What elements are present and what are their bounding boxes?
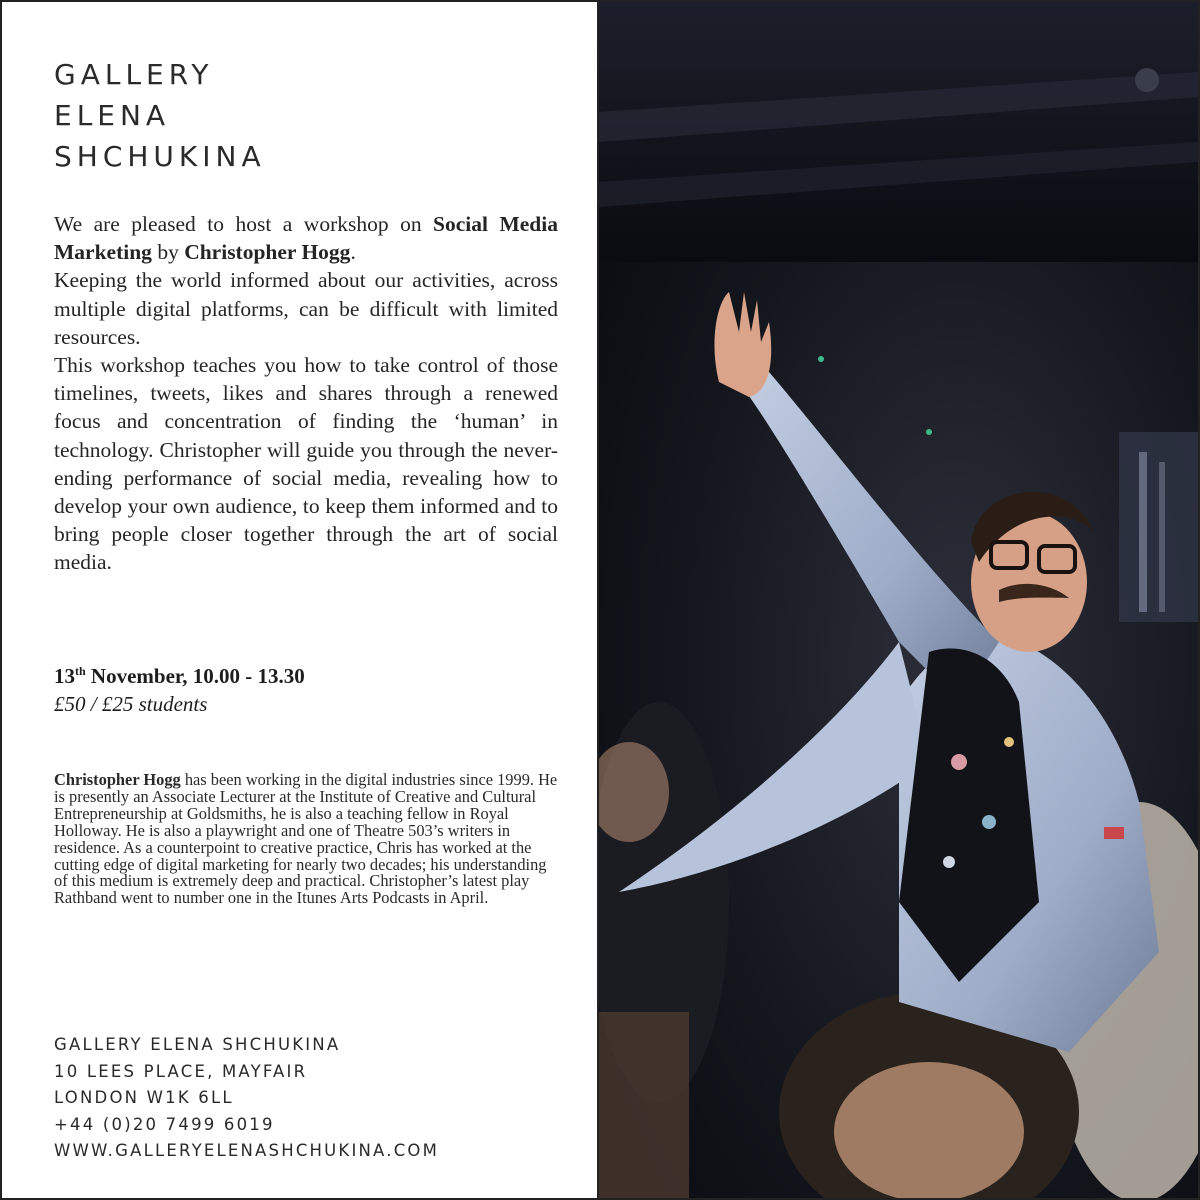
event-date-rest: November, 10.00 - 13.30	[85, 664, 305, 688]
event-day-suffix: th	[75, 664, 86, 678]
intro-paragraph-1	[54, 210, 558, 266]
speaker-bio	[54, 772, 564, 907]
event-date	[54, 662, 534, 690]
gallery-logo	[54, 54, 266, 177]
photo-illustration	[599, 2, 1198, 1198]
website-link[interactable]: WWW.GALLERYELENASHCHUKINA.COM	[54, 1141, 440, 1160]
logo-line-2: ELENA	[54, 99, 171, 132]
event-day: 13	[54, 664, 75, 688]
workshop-topic: Social Media Marketing	[54, 212, 558, 265]
address-line-2: 10 LEES PLACE, MAYFAIR	[54, 1061, 308, 1081]
intro-paragraph-3: This workshop teaches you how to take control of those timelines, tweets, likes and shares through a renewed focus and concentration of finding the ‘human’ in technology. Christopher will guide you through the never-ending performance of social media, revealing how to develop your own audience, to keep them informed and to bring people closer together through the art of social media.	[54, 353, 558, 575]
bio-text: has been working in the digital industries since 1999. He is presently an Associate Lecturer at the Institute of Creative and Cultural Entrepreneurship at Goldsmiths, he is also a teaching fellow in Royal Holloway. He is also a playwright and one of Theatre 503’s writers in residence. As a counterpoint to creative practice, Chris has worked at the cutting edge of digital marketing for nearly two decades; his understanding of this medium is extremely deep and practical. Christopher’s latest play Rathband went to number one in the Itunes Arts Podcasts in April.	[54, 770, 558, 908]
phone-number: +44 (0)20 7499 6019	[54, 1114, 275, 1134]
raised-hand-shape	[714, 292, 771, 397]
intro-paragraph-2: Keeping the world informed about our activities, across multiple digital platforms, can be difficult with limited resources.	[54, 268, 558, 349]
address-line-1: GALLERY ELENA SHCHUKINA	[54, 1035, 341, 1054]
intro-text-a: We are pleased to host a workshop on	[54, 212, 434, 236]
bio-name: Christopher Hogg	[54, 770, 181, 789]
intro-text-b: by	[151, 240, 185, 265]
address-line-3: LONDON W1K 6LL	[54, 1088, 234, 1107]
gallery-contact	[54, 1032, 574, 1165]
logo-line-3: SHCHUKINA	[54, 140, 266, 173]
logo-line-1: GALLERY	[54, 58, 214, 91]
text-panel	[2, 2, 598, 1198]
event-price: £50 / £25 students	[54, 692, 208, 716]
event-details	[54, 662, 534, 718]
ceiling-camera-icon	[1135, 68, 1159, 92]
intro-text-c: .	[350, 240, 356, 265]
workshop-description	[54, 210, 558, 577]
speaker-name: Christopher Hogg	[184, 240, 351, 265]
speaker-photo	[599, 2, 1198, 1198]
